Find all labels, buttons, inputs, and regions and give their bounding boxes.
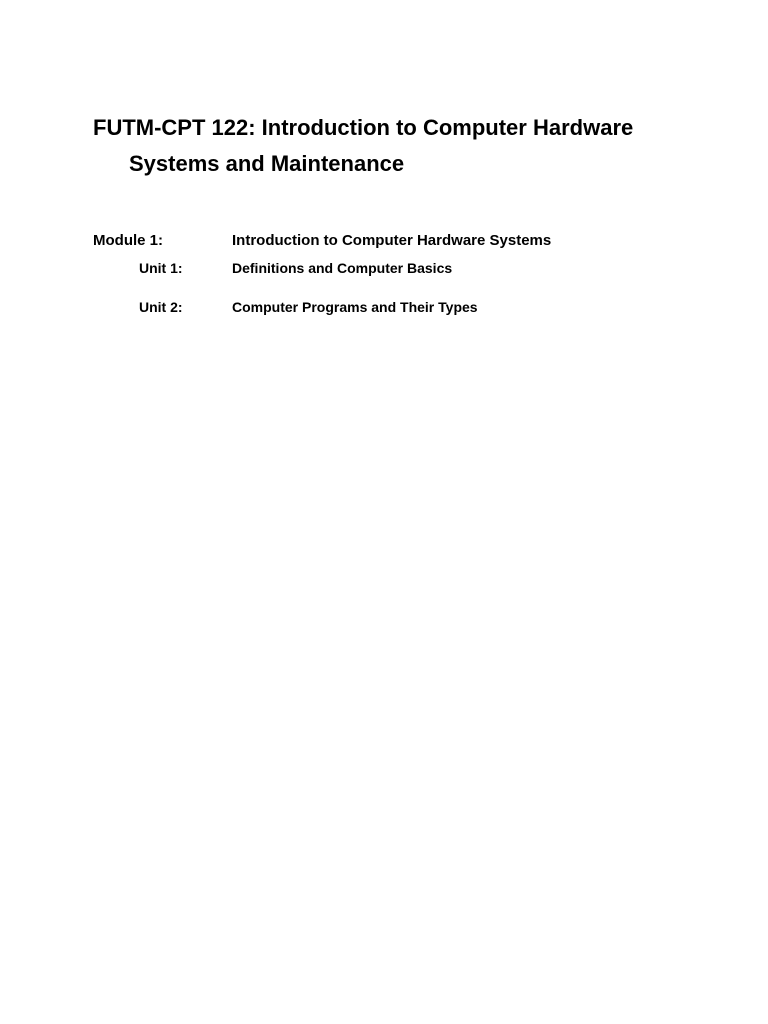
unit-label: Unit 1: [139,260,183,276]
module-label: Module 1: [93,232,163,249]
module-entry [93,231,551,251]
unit-title: Computer Programs and Their Types [232,299,478,315]
unit-entry [139,258,452,278]
module-title: Introduction to Computer Hardware Systems [232,232,552,249]
course-title-line-2: Systems and Maintenance [129,151,405,176]
unit-label: Unit 2: [139,299,183,315]
course-title [93,110,713,182]
course-title-line-1: FUTM-CPT 122: Introduction to Computer Hardware [93,115,634,140]
unit-entry [139,297,478,317]
unit-title: Definitions and Computer Basics [232,260,453,276]
